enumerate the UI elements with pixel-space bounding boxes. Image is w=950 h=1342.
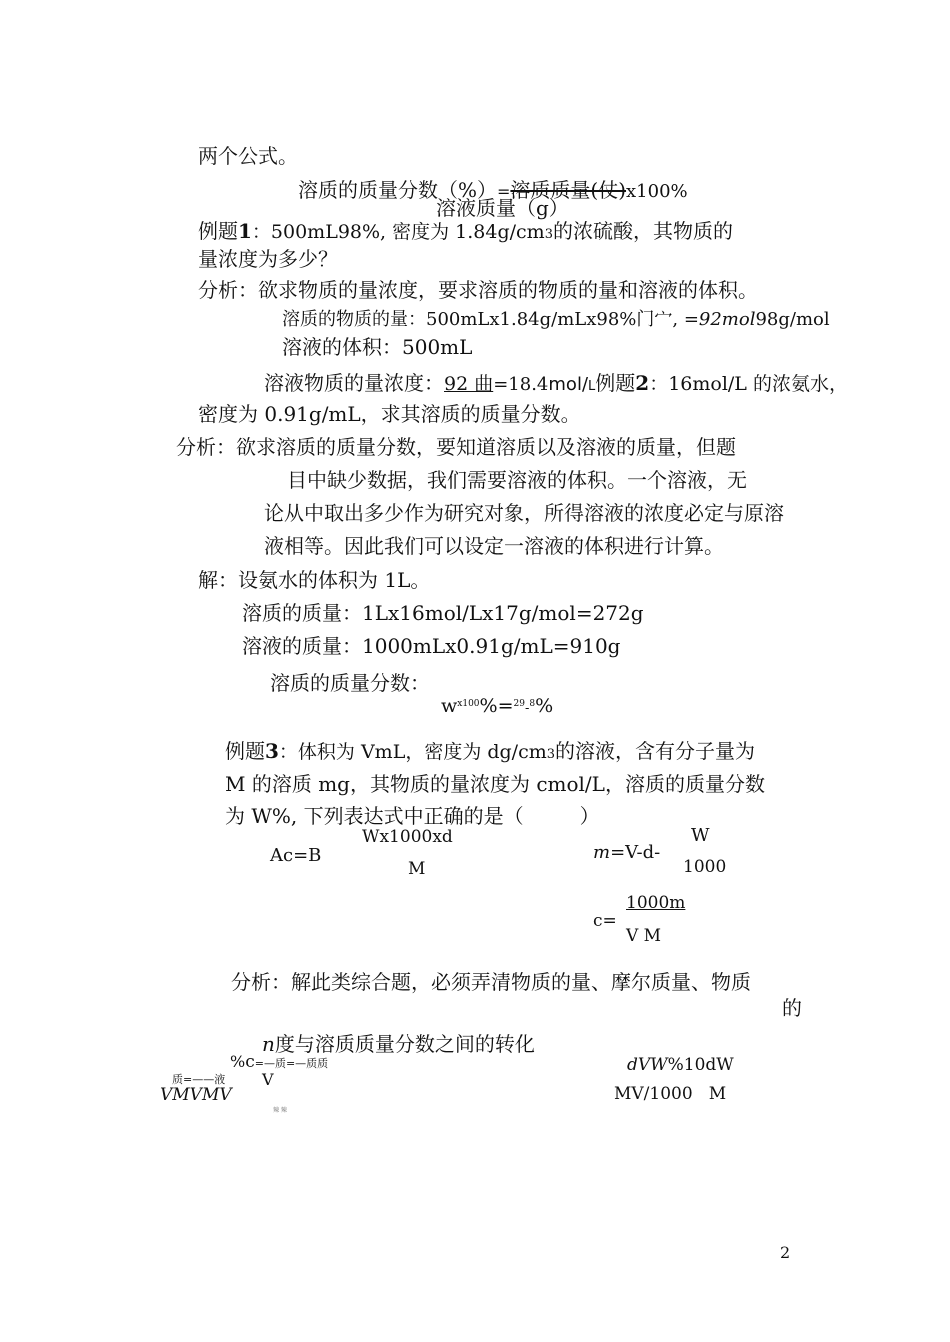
text-segment: 3	[544, 227, 553, 242]
option-c-denominator: 1000	[683, 857, 727, 877]
text-segment: =—质=—质质	[254, 1057, 329, 1070]
text-segment: m	[593, 842, 611, 863]
example-label: 例题	[225, 739, 265, 763]
text-segment: 溶质的物质的量：500mLx1.84g/mLx98%门宀, =	[282, 309, 699, 330]
text-segment: 度与溶质质量分数之间的转化	[274, 1032, 535, 1056]
text-line: 密度为 0.91g/mL，求其溶质的质量分数。	[198, 402, 581, 426]
formula-denominator: 溶液质量（g）	[436, 196, 569, 220]
analysis-2: 分析：欲求溶质的质量分数，要知道溶质以及溶液的质量，但题	[176, 435, 736, 459]
text-segment: %	[230, 1052, 246, 1071]
example-number: 1	[238, 219, 252, 243]
text-segment: 为 W%, 下列表达式中正确的是（	[225, 804, 524, 828]
option-d-numerator: 1000m	[626, 893, 686, 913]
text-segment: %	[535, 695, 554, 717]
formula-equals: =	[497, 182, 511, 201]
text-segment: M	[708, 1084, 727, 1104]
text-line: 量浓度为多少？	[198, 247, 338, 271]
option-b-numerator: Wx1000xd	[362, 827, 453, 847]
text-line: 目中缺少数据，我们需要溶液的体积。一个溶液，无	[287, 468, 747, 492]
text-segment: 92mol	[698, 309, 756, 330]
text-line: 溶质的质量：1Lx16mol/Lx17g/mol=272g	[242, 601, 644, 625]
text-segment: -	[524, 701, 530, 716]
text-segment: 92 曲	[444, 373, 494, 395]
example-3-line-1	[225, 739, 756, 763]
formula-fragment-clipped: VMVMV	[160, 1085, 232, 1105]
page-number: 2	[780, 1243, 791, 1262]
text-segment: =V-d-	[610, 842, 661, 863]
solute-amount-line	[282, 308, 830, 329]
text-line: 溶液的质量：1000mLx0.91g/mL=910g	[242, 634, 621, 658]
text-segment: 的溶液，含有分子量为	[555, 739, 756, 763]
text-line: 溶液的体积：500mL	[282, 335, 473, 359]
formula-fragment: V	[262, 1070, 274, 1089]
example-label: 例题	[595, 371, 636, 395]
text-line: 的	[782, 996, 802, 1020]
tiny-text: 辣 辣	[273, 1107, 287, 1114]
text-line: 两个公式。	[198, 144, 298, 168]
text-segment: 29	[513, 699, 525, 709]
option-a-b: Ac=B	[270, 845, 322, 866]
text-segment: ：16mol/L 的浓氨水，	[649, 373, 848, 395]
text-segment: %=	[479, 695, 514, 717]
text-segment: 的浓硫酸，其物质的	[552, 219, 733, 243]
text-segment: mol/	[548, 374, 589, 395]
conversion-line	[262, 1034, 535, 1054]
text-segment: ）	[579, 804, 600, 828]
question-line	[225, 806, 600, 826]
formula-numerator: 溶质质量(仗)	[510, 178, 627, 202]
text-segment: =18.4	[493, 374, 549, 395]
formula-fragment	[627, 1057, 734, 1074]
text-line: 液相等。因此我们可以设定一溶液的体积进行计算。	[264, 534, 724, 558]
text-segment: 98g/mol	[755, 309, 830, 330]
text-segment: c	[245, 1052, 255, 1072]
text-segment: n	[262, 1032, 275, 1056]
example-label: 例题	[198, 219, 238, 243]
mass-fraction-result	[441, 695, 553, 716]
text-line: 论从中取出多少作为研究对象，所得溶液的浓度必定与原溶	[264, 501, 784, 525]
formula-multiplier: x100%	[626, 181, 688, 202]
text-segment: L	[588, 379, 596, 394]
example-1-line-1	[198, 221, 733, 242]
concentration-line	[264, 373, 848, 394]
option-c	[593, 844, 660, 862]
text-segment: w	[441, 695, 458, 717]
formula-fragment-clipped	[614, 1084, 727, 1104]
formula-fragment	[230, 1054, 328, 1071]
text-segment: x100	[457, 699, 480, 709]
example-number: 3	[265, 739, 279, 763]
text-segment: 溶液物质的量浓度：	[264, 371, 444, 395]
analysis-3: 分析：解此类综合题，必须弄清物质的量、摩尔质量、物质	[231, 970, 751, 994]
text-segment: %10dW	[667, 1055, 734, 1075]
example-number: 2	[635, 371, 650, 395]
formula-lhs: 溶质的质量分数（%）	[298, 178, 498, 202]
formula-fragment: 质=——液	[172, 1073, 226, 1086]
text-segment: ：体积为 VmL，密度为 dg/cm	[278, 741, 547, 763]
text-segment: MV/1000	[614, 1084, 693, 1104]
text-segment: dVW	[627, 1055, 668, 1075]
text-segment: 8	[529, 699, 536, 709]
solution-line: 解：设氨水的体积为 1L。	[198, 568, 431, 592]
option-d-denominator: V M	[626, 926, 662, 946]
option-d: c=	[593, 911, 617, 931]
option-b-denominator: M	[408, 859, 426, 879]
text-line-clipped: 溶质的质量分数：	[270, 671, 430, 695]
analysis-1: 分析：欲求物质的量浓度，要求溶质的物质的量和溶液的体积。	[198, 278, 758, 302]
option-c-numerator: W	[691, 825, 710, 846]
text-segment: ：500mL98%, 密度为 1.84g/cm	[251, 221, 545, 243]
text-segment: 3	[546, 747, 556, 762]
text-line: M 的溶质 mg，其物质的量浓度为 cmol/L，溶质的质量分数	[225, 772, 765, 796]
